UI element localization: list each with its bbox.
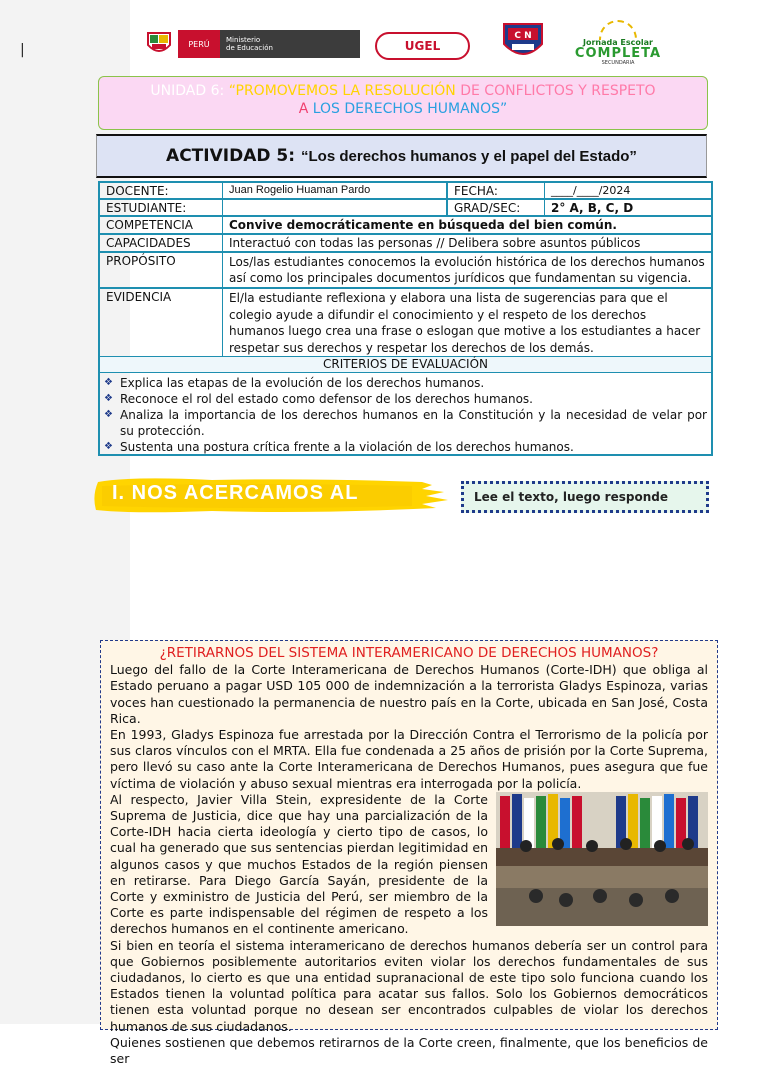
reading-paragraph: Quienes sostienen que debemos retirarnos de la Corte creen, finalmente, que los beneficios de ser bbox=[110, 1034, 708, 1067]
ugel-logo: UGEL bbox=[375, 32, 470, 60]
jec-logo: Jornada Escolar COMPLETA SECUNDARIA bbox=[563, 20, 673, 64]
reading-title: ¿RETIRARNOS DEL SISTEMA INTERAMERICANO DE DERECHOS HUMANOS? bbox=[159, 645, 659, 661]
school-crest-icon bbox=[498, 22, 548, 62]
header-logos bbox=[140, 20, 680, 68]
court-hearing-photo bbox=[496, 792, 708, 926]
clock-icon bbox=[599, 20, 637, 40]
section-title: I. NOS ACERCAMOS AL bbox=[112, 482, 359, 504]
student-name-field[interactable] bbox=[223, 200, 448, 215]
unit-banner: UNIDAD 6: “PROMOVEMOS LA RESOLUCIÓN DE CONFLICTOS Y RESPETO A LOS DERECHOS HUMANOS” bbox=[98, 76, 708, 130]
row-docente: DOCENTE: Juan Rogelio Huaman Pardo FECHA: ____/____/2024 bbox=[100, 183, 711, 200]
section-banner bbox=[92, 476, 452, 516]
peru-brand: PERÚ bbox=[178, 30, 220, 58]
reading-paragraph: Al respecto, Javier Villa Stein, expresidente de la Corte Suprema de Justicia, dice que hay una parcialización de la Corte-IDH hacia cierta ideología y cierto tipo de casos, lo cual ha generado que sus sentencias pierdan legitimidad en algunos casos y que muchos Estados de la región piensen en retirarse. Para Diego García Sayán, presidente de la Corte y exministro de Justicia del Perú, ser miembro de la Corte es parte indispensable del régimen de respeto a los derechos humanos en el continente americano. bbox=[110, 791, 488, 937]
row-estudiante: ESTUDIANTE: GRAD/SEC: 2° A, B, C, D bbox=[100, 200, 711, 217]
reading-paragraph: En 1993, Gladys Espinoza fue arrestada por la Dirección Contra el Terrorismo de la policía por sus claros vínculos con el MRTA. Ella fue condenada a 25 años de prisión por la Corte Suprema, pero llevó su caso ante la Corte Interamericana de Derechos Humanos, pues asegura que fue víctima de violación y abuso sexual mientras era interrogada por la policía. bbox=[110, 727, 708, 791]
activity-title: “Los derechos humanos y el papel del Estado” bbox=[301, 147, 637, 165]
reading-paragraph: Luego del fallo de la Corte Interamericana de Derechos Humanos (Corte-IDH) que obliga al Estado peruano a pagar USD 105 000 de indemnización a la terrorista Gladys Espinoza, varias voces han cuestionado la permanencia de nuestro país en la Corte, ubicada en San José, Costa Rica. bbox=[110, 662, 708, 726]
svg-text:C N: C N bbox=[514, 31, 532, 41]
activity-label: ACTIVIDAD 5: bbox=[166, 146, 296, 166]
activity-banner bbox=[96, 134, 707, 178]
diamond-bullet-icon: ❖ bbox=[104, 441, 113, 452]
info-table bbox=[98, 181, 713, 456]
diamond-bullet-icon: ❖ bbox=[104, 393, 113, 404]
row-evidencia: EVIDENCIA El/la estudiante reflexiona y elabora una lista de sugerencias para que el colegio ayude a difundir el conocimiento y el respeto de los derechos humanos luego crea una frase o eslogan que motive a los estudiantes a hacer respetar sus derechos y respetar los derechos de los demás. bbox=[100, 289, 711, 357]
minedu-logo bbox=[140, 30, 360, 58]
text-cursor: | bbox=[20, 42, 25, 58]
criteria-item: ❖ Sustenta una postura crítica frente a la violación de los derechos humanos. bbox=[104, 440, 574, 454]
instruction-box: Lee el texto, luego responde bbox=[461, 481, 709, 513]
reading-paragraph: Si bien en teoría el sistema interamericano de derechos humanos debería ser un control para que Gobiernos posiblemente autoritarios eviten violar los derechos fundamentales de sus ciudadanos, lo cierto es que una entidad supranacional de este tipo solo funciona cuando los Estados tienen la voluntad política para acatar sus fallos. Solo los Gobiernos democráticos tienen esta voluntad porque no desean ser encontrados culpables de violar los derechos humanos de sus ciudadanos. bbox=[110, 937, 708, 1034]
row-capacidades: CAPACIDADES Interactuó con todas las personas // Delibera sobre asuntos públicos bbox=[100, 235, 711, 253]
row-competencia: COMPETENCIA Convive democráticamente en búsqueda del bien común. bbox=[100, 217, 711, 235]
diamond-bullet-icon: ❖ bbox=[104, 409, 113, 420]
row-proposito: PROPÓSITO Los/las estudiantes conocemos la evolución histórica de los derechos humanos así como los principales documentos jurídicos que fundamentan su vigencia. bbox=[100, 253, 711, 289]
peru-shield-icon bbox=[140, 30, 178, 58]
criteria-list bbox=[104, 375, 707, 455]
criteria-header: CRITERIOS DE EVALUACIÓN bbox=[100, 357, 711, 373]
criteria-item: ❖ Analiza la importancia de los derechos humanos en la Constitución y la necesidad de velar por su protección. bbox=[104, 408, 707, 438]
criteria-item: ❖ Explica las etapas de la evolución de los derechos humanos. bbox=[104, 376, 485, 390]
ministerio-label: Ministerio de Educación bbox=[220, 30, 360, 58]
reading-box bbox=[100, 640, 718, 1067]
diamond-bullet-icon: ❖ bbox=[104, 377, 113, 388]
criteria-item: ❖ Reconoce el rol del estado como defensor de los derechos humanos. bbox=[104, 392, 533, 406]
